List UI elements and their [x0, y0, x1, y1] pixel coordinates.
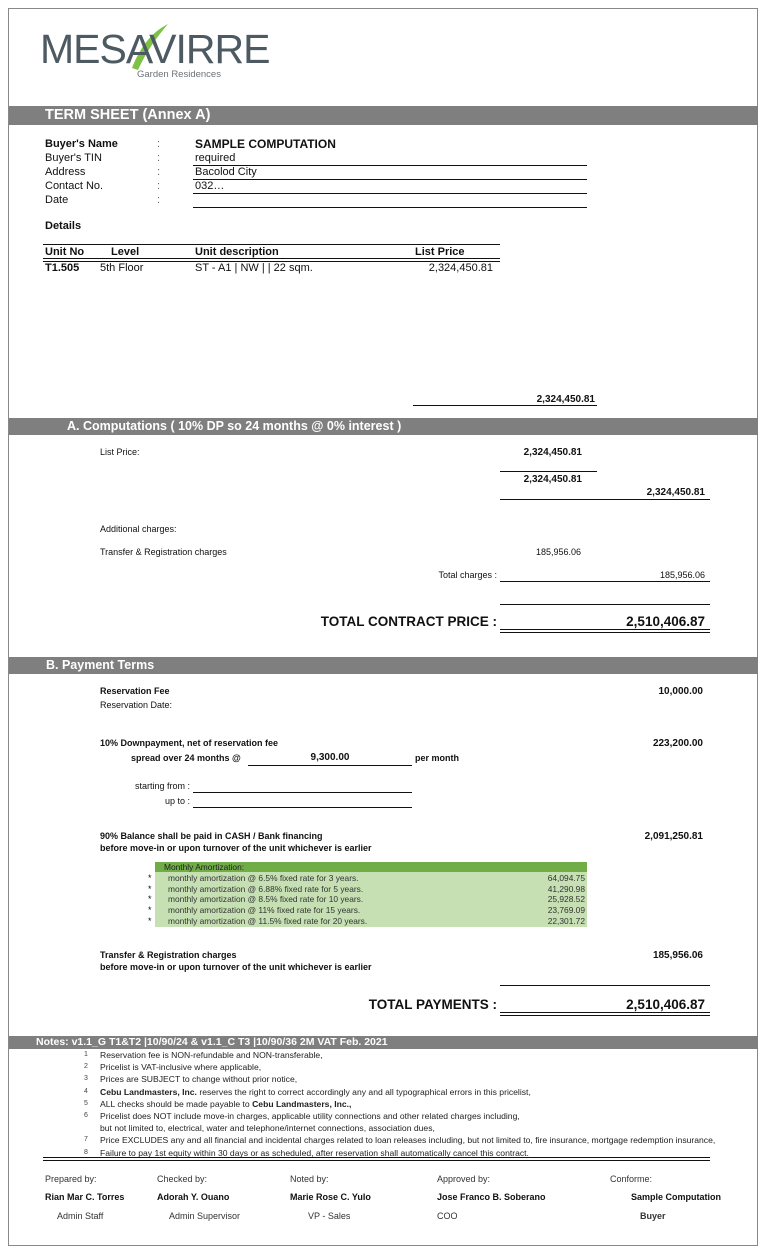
note-item	[100, 1050, 323, 1060]
note-number: 3	[84, 1075, 88, 1083]
page-title: TERM SHEET (Annex A)	[45, 107, 211, 123]
signatory-role: Prepared by:	[45, 1174, 97, 1184]
computations-title-bar	[9, 418, 758, 435]
bullet: *	[148, 894, 152, 905]
unit-description: ST - A1 | NW | | 22 sqm.	[195, 262, 313, 274]
transfer-sub: before move-in or upon turnover of the unit whichever is earlier	[100, 962, 372, 972]
address-value: Bacolod City	[195, 166, 257, 178]
signatory-role: Noted by:	[290, 1174, 329, 1184]
signatory-name: Sample Computation	[631, 1192, 722, 1202]
note-text: ALL checks should be made payable to	[100, 1098, 253, 1109]
transfer-charges-value: 185,956.06	[535, 547, 581, 557]
total-payments-label: TOTAL PAYMENTS :	[368, 997, 497, 1012]
signatory-title: Buyer	[640, 1211, 666, 1221]
up-to-label: up to :	[164, 796, 190, 806]
details-total: 2,324,450.81	[536, 394, 595, 405]
term-sheet-title-bar	[9, 106, 758, 125]
tcp-value: 2,510,406.87	[626, 614, 705, 629]
signatory-name: Jose Franco B. Soberano	[437, 1192, 546, 1202]
underline	[500, 471, 597, 472]
note-text: Price EXCLUDES any and all financial and incidental charges related to loan releases including, but not limited to, fire insurance, mortgage redemption insurance,	[100, 1135, 716, 1146]
signatory-name: Rian Mar C. Torres	[45, 1192, 125, 1202]
amortization-value: 64,094.75	[547, 873, 585, 883]
signatory-role: Conforme:	[610, 1174, 653, 1184]
colon: :	[157, 194, 161, 206]
underline	[500, 985, 710, 986]
note-item	[100, 1087, 531, 1097]
total-payments-value: 2,510,406.87	[626, 997, 705, 1012]
buyer-name-value: SAMPLE COMPUTATION	[195, 137, 336, 151]
notes-rule	[43, 1157, 710, 1161]
unit-no: T1.505	[45, 262, 80, 274]
signatory-title: VP - Sales	[308, 1211, 351, 1221]
note-text: reserves the right to correct accordingly any and all typographical errors in this pricelist,	[196, 1086, 531, 1097]
level: 5th Floor	[100, 262, 144, 274]
monthly-dp-value: 9,300.00	[310, 752, 350, 763]
note-number: 5	[84, 1099, 88, 1107]
note-text: Pricelist is VAT-inclusive where applicable,	[100, 1062, 262, 1073]
note-number: 1	[84, 1051, 88, 1058]
colon: :	[157, 180, 161, 192]
amortization-value: 23,769.09	[547, 905, 585, 916]
buyer-name-label: Buyer's Name	[45, 138, 118, 150]
company-name: Cebu Landmasters, Inc.,	[252, 1098, 352, 1109]
downpayment-value: 223,200.00	[652, 738, 703, 749]
amortization-label: monthly amortization @ 11% fixed rate for 15 years.	[168, 905, 361, 916]
starting-from-field[interactable]	[193, 792, 412, 793]
note-number: 6	[84, 1112, 88, 1119]
net-price-value: 2,324,450.81	[646, 487, 705, 498]
reservation-fee-label: Reservation Fee	[100, 686, 170, 696]
col-level: Level	[111, 246, 140, 258]
bullet: *	[148, 873, 152, 883]
transfer-charges-label: Transfer & Registration charges	[100, 547, 227, 557]
amortization-value: 41,290.98	[547, 883, 585, 894]
total-charges-label: Total charges :	[438, 570, 497, 580]
total-payments-rule	[500, 1012, 710, 1016]
balance-value: 2,091,250.81	[644, 831, 703, 842]
up-to-field[interactable]	[193, 807, 412, 808]
note-text: Failure to pay 1st equity within 30 days or as scheduled, after reservation shall automatically cancel this contract.	[100, 1147, 529, 1158]
logo	[40, 22, 270, 82]
underline	[500, 604, 710, 605]
tcp-rule	[500, 629, 710, 633]
spread-label: spread over 24 months @	[131, 753, 241, 763]
note-item	[100, 1111, 520, 1121]
address-label: Address	[45, 166, 86, 178]
amortization-label: monthly amortization @ 11.5% fixed rate for 20 years.	[168, 915, 368, 926]
balance-label: 90% Balance shall be paid in CASH / Bank financing	[100, 831, 323, 841]
starting-from-label: starting from :	[134, 781, 190, 791]
signatory-title: Admin Staff	[57, 1211, 104, 1221]
details-heading: Details	[45, 220, 82, 232]
note-text: Pricelist does NOT include move-in charges, applicable utility connections and other related charges including,	[100, 1111, 520, 1121]
note-number: 4	[84, 1087, 88, 1095]
list-price-label: List Price:	[100, 447, 140, 457]
logo-name: MESAVIRRE	[40, 26, 270, 72]
transfer-label: Transfer & Registration charges	[100, 950, 237, 960]
tcp-label: TOTAL CONTRACT PRICE :	[320, 614, 497, 629]
amortization-value: 22,301.72	[547, 915, 585, 926]
reservation-date-label: Reservation Date:	[100, 700, 173, 710]
bullet: *	[148, 915, 152, 926]
transfer-value: 185,956.06	[652, 950, 703, 961]
date-label: Date	[45, 194, 69, 206]
note-text: but not limited to, electrical, water and telephone/internet connections, association dues,	[100, 1123, 435, 1134]
payment-terms-title: B. Payment Terms	[46, 658, 155, 672]
subtotal-value: 2,324,450.81	[523, 474, 582, 485]
underline	[193, 179, 587, 180]
underline	[248, 765, 412, 766]
balance-sub: before move-in or upon turnover of the unit whichever is earlier	[100, 843, 372, 853]
underline	[193, 165, 587, 166]
note-number: 7	[84, 1136, 88, 1144]
amortization-header-label: Monthly Amortization:	[164, 862, 245, 872]
colon: :	[157, 138, 161, 150]
contact-value: 032…	[195, 180, 225, 192]
underline	[500, 581, 710, 582]
note-item	[100, 1062, 261, 1072]
notes-title: Notes: v1.1_G T1&T2 |10/90/24 & v1.1_C T3 |10/90/36 2M VAT Feb. 2021	[36, 1036, 388, 1048]
note-text: Prices are SUBJECT to change without prior notice,	[100, 1074, 298, 1085]
amortization-label: monthly amortization @ 6.88% fixed rate for 5 years.	[168, 883, 364, 894]
amortization-label: monthly amortization @ 6.5% fixed rate for 3 years.	[168, 873, 359, 883]
signatory-title: Admin Supervisor	[169, 1211, 241, 1221]
signatory-role: Checked by:	[157, 1174, 208, 1184]
computations-title: A. Computations ( 10% DP so 24 months @ 0% interest )	[67, 419, 402, 433]
bullet: *	[148, 905, 152, 916]
additional-charges-label: Additional charges:	[100, 524, 177, 534]
list-price: 2,324,450.81	[428, 262, 493, 274]
buyer-tin-value: required	[195, 152, 236, 164]
note-item	[100, 1074, 297, 1084]
underline	[500, 499, 710, 500]
logo-tagline: Garden Residences	[137, 69, 221, 80]
colon: :	[157, 152, 161, 164]
note-item	[100, 1123, 435, 1133]
table-top-rule	[43, 244, 500, 245]
amortization-header	[155, 862, 587, 872]
reservation-fee-value: 10,000.00	[658, 686, 703, 697]
total-charges-value: 185,956.06	[659, 570, 705, 580]
signatory-name: Adorah Y. Ouano	[157, 1192, 230, 1202]
payment-terms-title-bar	[9, 657, 758, 674]
amortization-label: monthly amortization @ 8.5% fixed rate for 10 years.	[168, 894, 364, 905]
amortization-value: 25,928.52	[547, 894, 585, 905]
note-text: Reservation fee is NON-refundable and NON-transferable,	[100, 1050, 323, 1060]
col-list-price: List Price	[415, 246, 465, 258]
company-name: Cebu Landmasters, Inc.	[100, 1086, 197, 1097]
signatory-role: Approved by:	[437, 1174, 491, 1184]
contact-label: Contact No.	[45, 180, 104, 192]
list-price-value: 2,324,450.81	[523, 447, 582, 458]
col-unit-no: Unit No	[45, 246, 85, 258]
colon: :	[157, 166, 161, 178]
downpayment-label: 10% Downpayment, net of reservation fee	[100, 738, 279, 748]
note-number: 8	[84, 1148, 88, 1156]
note-item	[100, 1135, 715, 1145]
col-unit-description: Unit description	[195, 246, 279, 258]
underline	[193, 193, 587, 194]
note-item	[100, 1099, 351, 1109]
signatory-name: Marie Rose C. Yulo	[290, 1192, 371, 1202]
signatory-title: COO	[437, 1211, 458, 1221]
buyer-tin-label: Buyer's TIN	[45, 152, 102, 164]
notes-title-bar	[9, 1036, 758, 1049]
note-number: 2	[84, 1063, 88, 1071]
underline	[193, 207, 587, 208]
bullet: *	[148, 883, 152, 894]
per-month-label: per month	[415, 753, 459, 763]
underline	[413, 405, 597, 406]
